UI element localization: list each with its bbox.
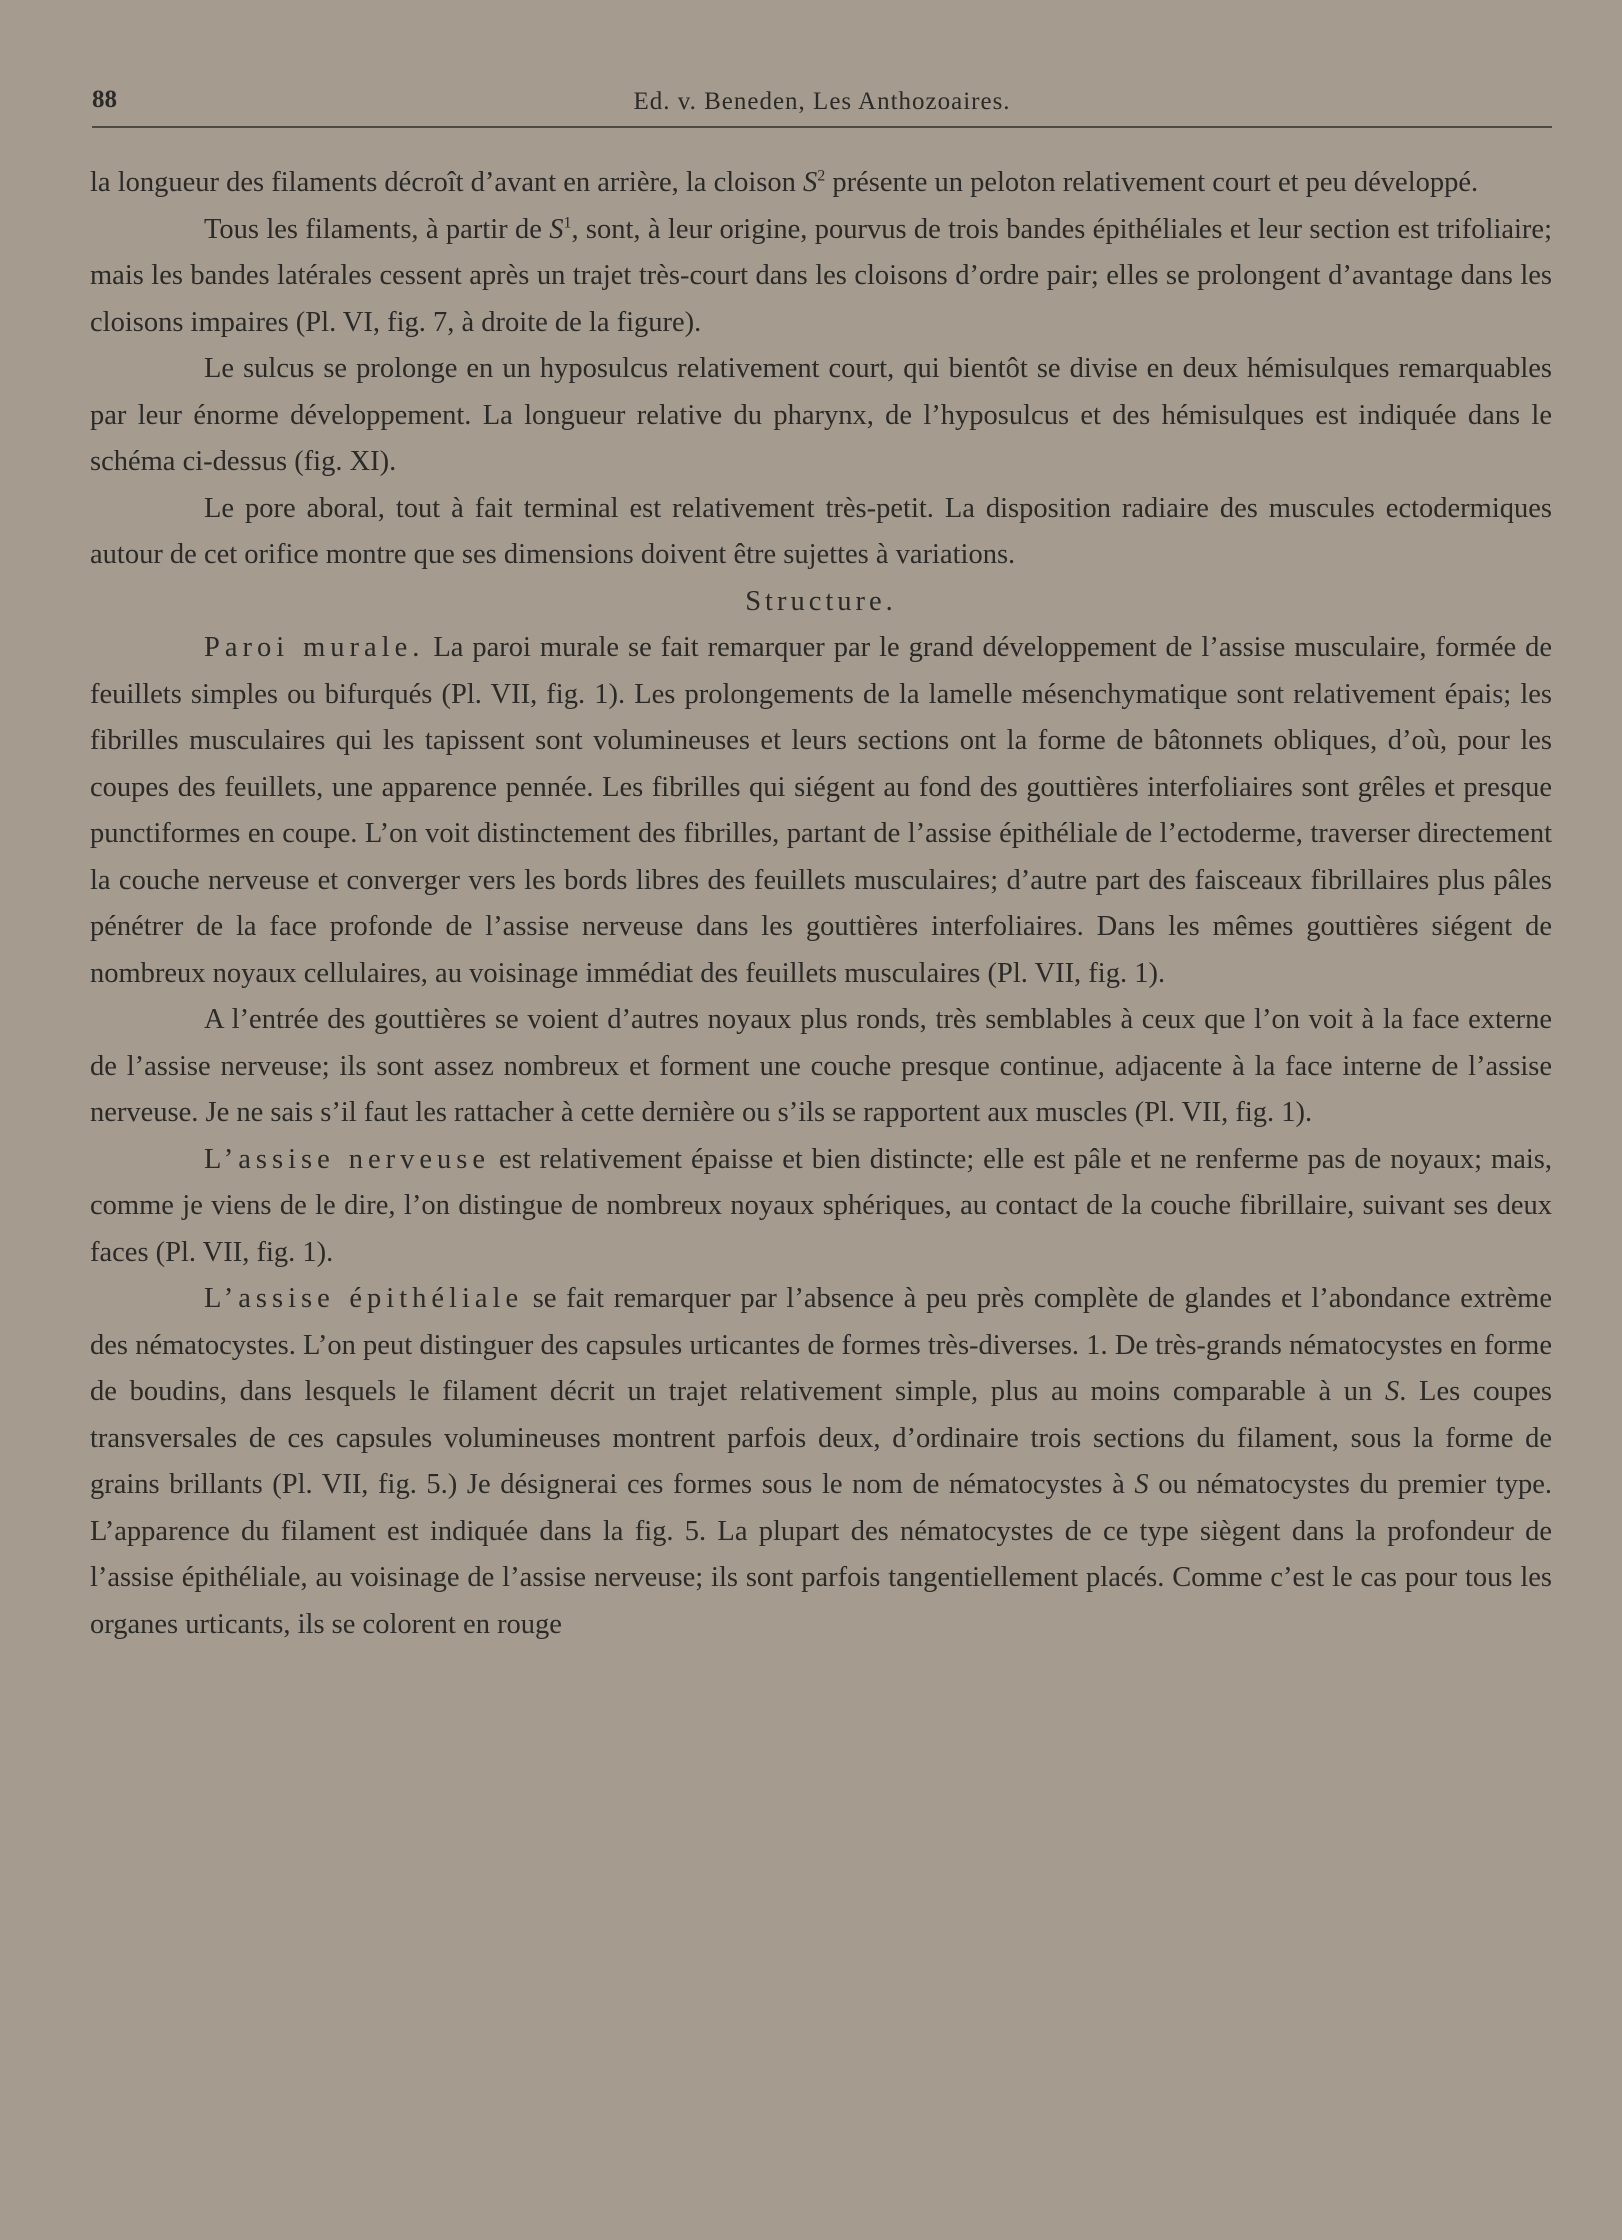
header-rule <box>92 126 1552 128</box>
body-text <box>90 160 1552 1648</box>
section-heading: Structure. <box>745 585 897 617</box>
subsection-lead: L’assise épithéliale <box>204 1283 524 1314</box>
septum-symbol: S <box>803 167 818 198</box>
paragraph-3: Le sulcus se prolonge en un hyposulcus relativement court, qui bientôt se divise en deux hémisulques remarquables par leur énorme développement. La longueur relative du pharynx, de l’hyposulcus et des hémisulques est indiquée dans le schéma ci-dessus (fig. XI). <box>90 353 1552 477</box>
paragraph-1: la longueur des filaments décroît d’avant en arrière, la cloison $S^2$ présente un peloton relativement court et peu développé. <box>90 167 1479 198</box>
s-symbol: S <box>1134 1469 1149 1500</box>
septum-symbol: S <box>549 213 564 245</box>
paragraph-4: Le pore aboral, tout à fait terminal est relativement très-petit. La disposition radiaire des muscules ectodermiques autour de cet orifice montre que ses dimensions doivent être sujettes à variations. <box>90 492 1552 570</box>
paragraph-5: Paroi murale. La paroi murale se fait remarquer par le grand développement de l’assise musculaire, formée de feuillets simples ou bifurqués (Pl. VII, fig. 1). Les prolongements de la lamelle mésenchymatique sont relativement épais; les fibrilles musculaires qui les tapissent sont volumineuses et leurs sections ont la forme de bâtonnets obliques, d’où, pour les coupes des feuillets, une apparence pennée. Les fibrilles qui siégent au fond des gouttières interfoliaires sont grêles et presque punctiformes en coupe. L’on voit distinctement des fibrilles, partant de l’assise épithéliale de l’ectoderme, traverser directement la couche nerveuse et converger vers les bords libres des feuillets musculaires; d’autre part des faisceaux fibrillaires plus pâles pénétrer de la face profonde de l’assise nerveuse dans les gouttières interfoliaires. Dans les mêmes gouttières siégent de nombreux noyaux cellulaires, au voisinage immédiat des feuillets musculaires (Pl. VII, fig. 1). <box>90 632 1552 989</box>
paragraph-8: L’assise épithéliale se fait remarquer par l’absence à peu près complète de glandes et l’abondance extrème des nématocystes. L’on peut distinguer des capsules urticantes de formes très-diverses. 1. De très-grands nématocystes en forme de boudins, dans lesquels le filament décrit un trajet relativement simple, plus au moins comparable à un S. Les coupes transversales de ces capsules volumineuses montrent parfois deux, d’ordinaire trois sections du filament, sous la forme de grains brillants (Pl. VII, fig. 5.) Je désignerai ces formes sous le nom de nématocystes à S ou nématocystes du premier type. L’apparence du filament est indiquée dans la fig. 5. La plupart des nématocystes de ce type siègent dans la profondeur de l’assise épithéliale, au voisinage de l’assise nerveuse; ils sont parfois tangentiellement placés. Comme c’est le cas pour tous les organes urticants, ils se colorent en rouge <box>90 1283 1552 1640</box>
s-symbol: S <box>1384 1376 1400 1407</box>
paragraph-6: A l’entrée des gouttières se voient d’autres noyaux plus ronds, très semblables à ceux que l’on voit à la face externe de l’assise nerveuse; ils sont assez nombreux et forment une couche presque continue, adjacente à la face interne de l’assise nerveuse. Je ne sais s’il faut les rattacher à cette dernière ou s’ils se rapportent aux muscles (Pl. VII, fig. 1). <box>90 1004 1552 1128</box>
paragraph-2: Tous les filaments, à partir de $S^1$, sont, à leur origine, pourvus de trois bandes épithéliales et leur section est trifoliaire; mais les bandes latérales cessent après un trajet très-court dans les cloisons d’ordre pair; elles se prolongent d’avantage dans les cloisons impaires (Pl. VI, fig. 7, à droite de la figure). <box>90 213 1552 338</box>
subsection-lead: L’assise nerveuse <box>204 1143 491 1175</box>
subsection-lead: Paroi murale. <box>204 632 425 663</box>
page-header <box>92 86 1552 122</box>
paragraph-7: L’assise nerveuse est relativement épaisse et bien distincte; elle est pâle et ne renferme pas de noyaux; mais, comme je viens de le dire, l’on distingue de nombreux noyaux sphériques, au contact de la couche fibrillaire, suivant ses deux faces (Pl. VII, fig. 1). <box>90 1143 1552 1268</box>
running-title: Ed. v. Beneden, Les Anthozoaires. <box>633 88 1011 115</box>
page-number: 88 <box>92 86 117 113</box>
